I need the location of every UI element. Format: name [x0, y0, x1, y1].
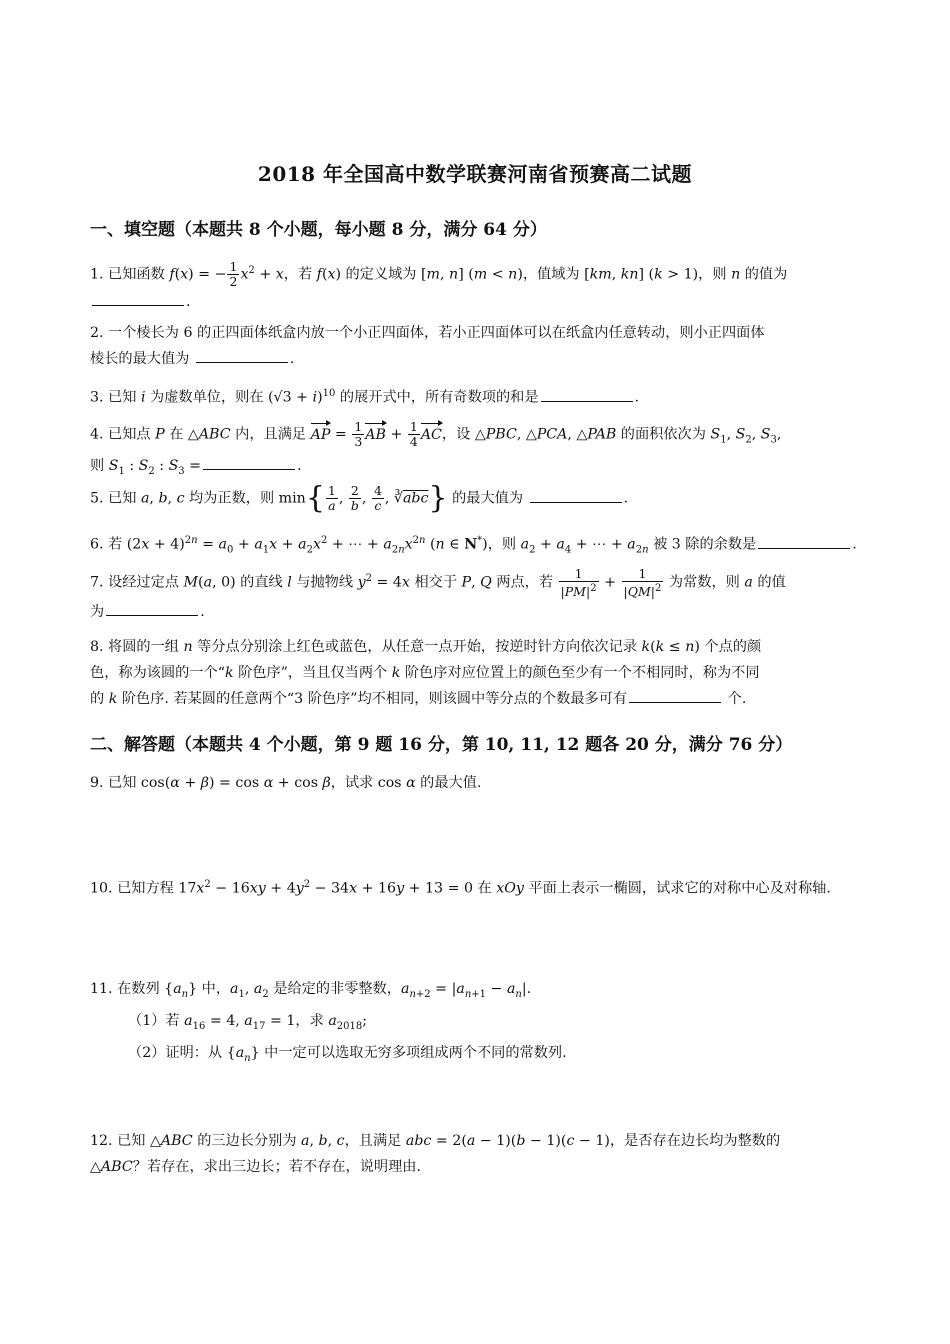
section-fill-in: 一、填空题（本题共 8 个小题，每小题 8 分，满分 64 分）: [90, 220, 547, 240]
answer-blank-8[interactable]: [629, 688, 721, 703]
question-8: 8. 将圆的一组 n 等分点分别涂上红色或蓝色，从任意一点开始，按逆时针方向依次记录 k(k ≤ n) 个点的颜 色，称为该圆的一个“k 阶色序”，当且仅当两个 k 阶色序对应位置上的颜色至少有一个不相同时，称为不同 的 k 阶色序. 若某圆的任意两个“3 阶色序”均不相同，则该圆中等分点的个数最多可有 个.: [90, 639, 762, 707]
question-6: 6. 若 $(2x + 4)^{2n} = a_0 + a_1x + a_2x^2$ + ⋯ + $a_{2n}x^{2n}$ (n ∈ N*)，则 $a_2 + a_4$ + ⋯ + $a_{2n}$ 被 3 除的余数是 .: [90, 535, 857, 556]
question-12: 12. 已知 △ABC 的三边长分别为 a, b, c，且满足 abc = 2(a − 1)(b − 1)(c − 1)，是否存在边长均为整数的 △ABC？若存在，求出三边长；若不存在，说明理由.: [90, 1133, 781, 1175]
answer-blank-2[interactable]: [196, 348, 288, 363]
answer-blank-5[interactable]: [530, 488, 622, 503]
answer-blank-3[interactable]: [541, 387, 633, 402]
question-9: 9. 已知 cos(α + β) = cos α + cos β，试求 cos α 的最大值.: [90, 775, 482, 791]
question-3: 3. 已知 i 为虚数单位，则在 $(√3 + i)^{10}$ 的展开式中，所有奇数项的和是 .: [90, 388, 640, 406]
answer-blank-1[interactable]: [92, 291, 184, 306]
question-10: 10. 已知方程 $17x^2 - 16xy + 4y^2 - 34x + 16y + 13 = 0$ 在 xOy 平面上表示一椭圆，试求它的对称中心及对称轴.: [90, 879, 831, 897]
question-11: 11. 在数列 $\{a_n\}$ 中，$a_1$, $a_2$ 是给定的非零整数，$a_{n+2} = |a_{n+1} - a_n|$. （1）若 $a_{16} = 4$, $a_{17} = 1$，求 $a_{2018}$; （2）证明：从 $\{a_n\}$ 中一定可以选取无穷多项组成两个不同的常数列.: [90, 981, 567, 1064]
section-solutions: 二、解答题（本题共 4 个小题，第 9 题 16 分，第 10, 11, 12 题各 20 分，满分 76 分）: [90, 735, 793, 755]
question-7: 7. 设经过定点 M(a, 0) 的直线 l 与抛物线 $y^2 = 4x$ 相交于 P, Q 两点，若 $\frac{1}{|PM|^2}$ + $\frac{1}{|QM|^2}$ 为常数，则 a 的值 为 .: [90, 565, 786, 620]
question-1: 1. 已知函数 f(x) = − $\frac{1}{2}$ $x^2 + x$，若 f(x) 的定义域为 [m, n] (m < n)，值域为 [km, kn] (k > 1)，则 n 的值为 .: [90, 259, 788, 311]
question-2: 2. 一个棱长为 6 的正四面体纸盒内放一个小正四面体，若小正四面体可以在纸盒内任意转动，则小正四面体 棱长的最大值为 .: [90, 325, 765, 367]
answer-blank-7[interactable]: [106, 601, 198, 616]
question-4: 4. 已知点 P 在 △ABC 内，且满足 AP = $\frac{1}{3}$ AB + $\frac{1}{4}$ AC，设 △PBC, △PCA, △PAB 的面积依次为 $S_1$, $S_2$, $S_3$, 则 $S_1$ : $S_2$ : $S_3$ = .: [90, 419, 782, 478]
page-title: 2018 年全国高中数学联赛河南省预赛高二试题: [257, 162, 693, 186]
answer-blank-4[interactable]: [203, 455, 295, 470]
answer-blank-6[interactable]: [758, 534, 850, 549]
question-5: 5. 已知 a, b, c 均为正数，则 min{ $\frac{1}{a}$ , $\frac{2}{b}$ , $\frac{4}{c}$ , $∛\overline{abc}$} 的最大值为 .: [90, 480, 629, 516]
